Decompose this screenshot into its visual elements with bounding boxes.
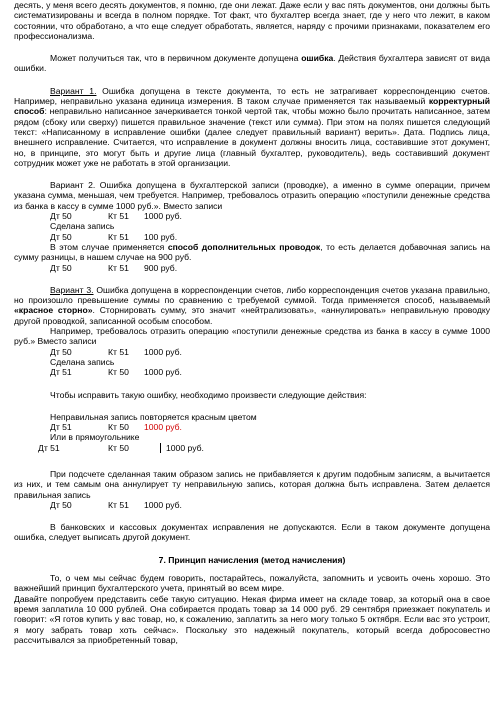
red-entry-intro: Неправильная запись повторяется красным цветом xyxy=(50,411,257,422)
amount: 1000 руб. xyxy=(144,346,182,357)
paragraph-additional-entries xyxy=(14,242,490,263)
red-amount: 1000 руб. xyxy=(144,422,182,433)
entry-row xyxy=(14,211,490,221)
paragraph-situation: Давайте попробуем представить себе такую ситуацию. Некая фирма имеет на складе товар, за который она в свое время заплатила 10 000 рублей. Она собирается продать товар за 14 000 руб. 29 сентября приезжает покупатель и говорит: «Я готов купить у вас товар, но, к сожалению, заплатить за него могу только 5 октября. Если вас это устроит, я могу забрать товар хоть сейчас». Поскольку это надежный покупатель, который всегда добросовестно рассчитывался за приобретенный товар, xyxy=(14,593,490,645)
bold-term: ошибка xyxy=(301,53,334,64)
boxed-amount: 1000 руб. xyxy=(160,443,204,453)
text-run: Ошибка допущена в тексте документа, то есть не затрагивает корреспонденцию счетов. Например, неправильно указана единица измерения. В таком случае применяется так называемый xyxy=(14,85,490,107)
amount: 1000 руб. xyxy=(144,367,182,378)
debit: Дт 50 xyxy=(50,262,72,273)
text-run: В этом случае применяется xyxy=(50,241,168,252)
credit: Кт 50 xyxy=(108,367,129,378)
debit: Дт 50 xyxy=(50,499,72,510)
credit: Кт 51 xyxy=(108,499,129,510)
fix-instruction: Чтобы исправить такую ошибку, необходимо произвести следующие действия: xyxy=(50,389,367,400)
debit: Дт 51 xyxy=(50,422,72,433)
amount: 900 руб. xyxy=(144,262,178,273)
bold-term: корректурный способ xyxy=(14,96,490,117)
debit: Дт 51 xyxy=(38,442,60,453)
entry-row xyxy=(14,232,490,242)
text-run: : неправильно написанное зачеркивается тонкой чертой так, чтобы можно было прочитать написанное, затем рядом (сбоку или сверху) пишется правильное значение (текст или сумма). При этом на полях пишется следующий текст: «Написанному в исправление ошибки (далее следует правильный вариант) верить». Дата. Подпись лица, внешнего исправление. Считается, что исправление в документ должны вносить лица, составившие этот документ, но, в принципе, это могут быть и другие лица (главный бухгалтер, руководитель), ведь составивший документ сотрудник может уже не работать в этой организации. xyxy=(14,106,490,168)
paragraph-storno-explanation: При подсчете сделанная таким образом запись не прибавляется к другим подобным записям, а вычитается из них, и тем самым она аннулирует ту неправильную запись, которая должна быть исправлена. Затем делается правильная запись xyxy=(14,468,490,500)
amount: 100 руб. xyxy=(144,231,178,242)
variant-label: Вариант 1. xyxy=(50,85,97,96)
made-entry-label: Сделана запись xyxy=(50,356,115,367)
amount: 1000 руб. xyxy=(144,211,182,222)
text-run: Может получиться так, что в первичном документе допущена xyxy=(50,53,302,64)
credit: Кт 51 xyxy=(108,346,129,357)
variant-label: Вариант 3. xyxy=(50,284,94,295)
entry-row xyxy=(14,347,490,357)
text-run: Ошибка допущена в корреспонденции счетов, либо корреспонденция счетов указана правильно, но произошло превышение суммы по сравнению с требуемой суммой. Тогда применяется способ, называемый xyxy=(14,284,490,306)
red-storno-entry xyxy=(14,422,490,432)
paragraph-variant-3-example: Например, требовалось отразить операцию «поступили денежные средства из банка в кассу в сумме 1000 руб.» Вместо записи xyxy=(14,326,490,347)
paragraph-variant-2: Вариант 2. Ошибка допущена в бухгалтерской записи (проводке), а именно в сумме операции, причем указана сумма, меньшая, чем требуется. Например, требовалось отразить операцию «поступили денежные средства из банка в кассу в сумме 1000 руб.». Вместо записи xyxy=(14,180,490,211)
section-heading: 7. Принцип начисления (метод начисления) xyxy=(158,554,346,565)
entry-row xyxy=(14,500,490,510)
text-run: . Действия бухгалтера зависят от вида ошибки. xyxy=(14,53,490,74)
box-entry-intro: Или в прямоугольнике xyxy=(50,432,140,443)
debit: Дт 50 xyxy=(50,231,72,242)
text-run: , то есть делается добавочная запись на сумму разницы, в нашем случае на 900 руб. xyxy=(14,241,490,263)
paragraph-variant-1 xyxy=(14,86,490,168)
paragraph-principle: То, о чем мы сейчас будем говорить, постарайтесь, пожалуйста, запомнить и усвоить очень хорошо. Это важнейший принцип бухгалтерского учета, принятый во всем мире. xyxy=(14,573,490,594)
boxed-storno-entry xyxy=(14,443,490,453)
paragraph-error-intro xyxy=(14,53,490,74)
credit: Кт 50 xyxy=(108,422,129,433)
entry-row xyxy=(14,367,490,377)
debit: Дт 51 xyxy=(50,367,72,378)
paragraph-bank-docs: В банковских и кассовых документах исправления не допускаются. Если в таком документе допущена ошибка, следует выписать другой документ. xyxy=(14,522,490,543)
bold-term: «красное сторно» xyxy=(14,305,93,316)
credit: Кт 50 xyxy=(108,442,129,453)
text-run: . Сторнировать сумму, это значит «нейтрализовать», «аннулировать» неправильную проводку другой проводкой, записанной особым способом. xyxy=(14,305,491,326)
credit: Кт 51 xyxy=(108,211,129,222)
bold-term: способ дополнительных проводок xyxy=(167,241,321,252)
credit: Кт 51 xyxy=(108,262,129,273)
made-entry-label: Сделана запись xyxy=(50,221,115,232)
credit: Кт 51 xyxy=(108,231,129,242)
entry-row xyxy=(14,263,490,273)
amount: 1000 руб. xyxy=(144,499,182,510)
paragraph-variant-3 xyxy=(14,285,490,326)
debit: Дт 50 xyxy=(50,211,72,222)
paragraph-top: десять, у меня всего десять документов, я помню, где они лежат. Даже если у вас пять документов, они должны быть систематизированы и всегда в полном порядке. Тот факт, что бухгалтер всегда знает, где у него что лежит, в каком состоянии, что обработано, а что еще следует обработать, является, наряду с прочими признаками, показателем его профессионализма. xyxy=(14,0,490,41)
debit: Дт 50 xyxy=(50,346,72,357)
